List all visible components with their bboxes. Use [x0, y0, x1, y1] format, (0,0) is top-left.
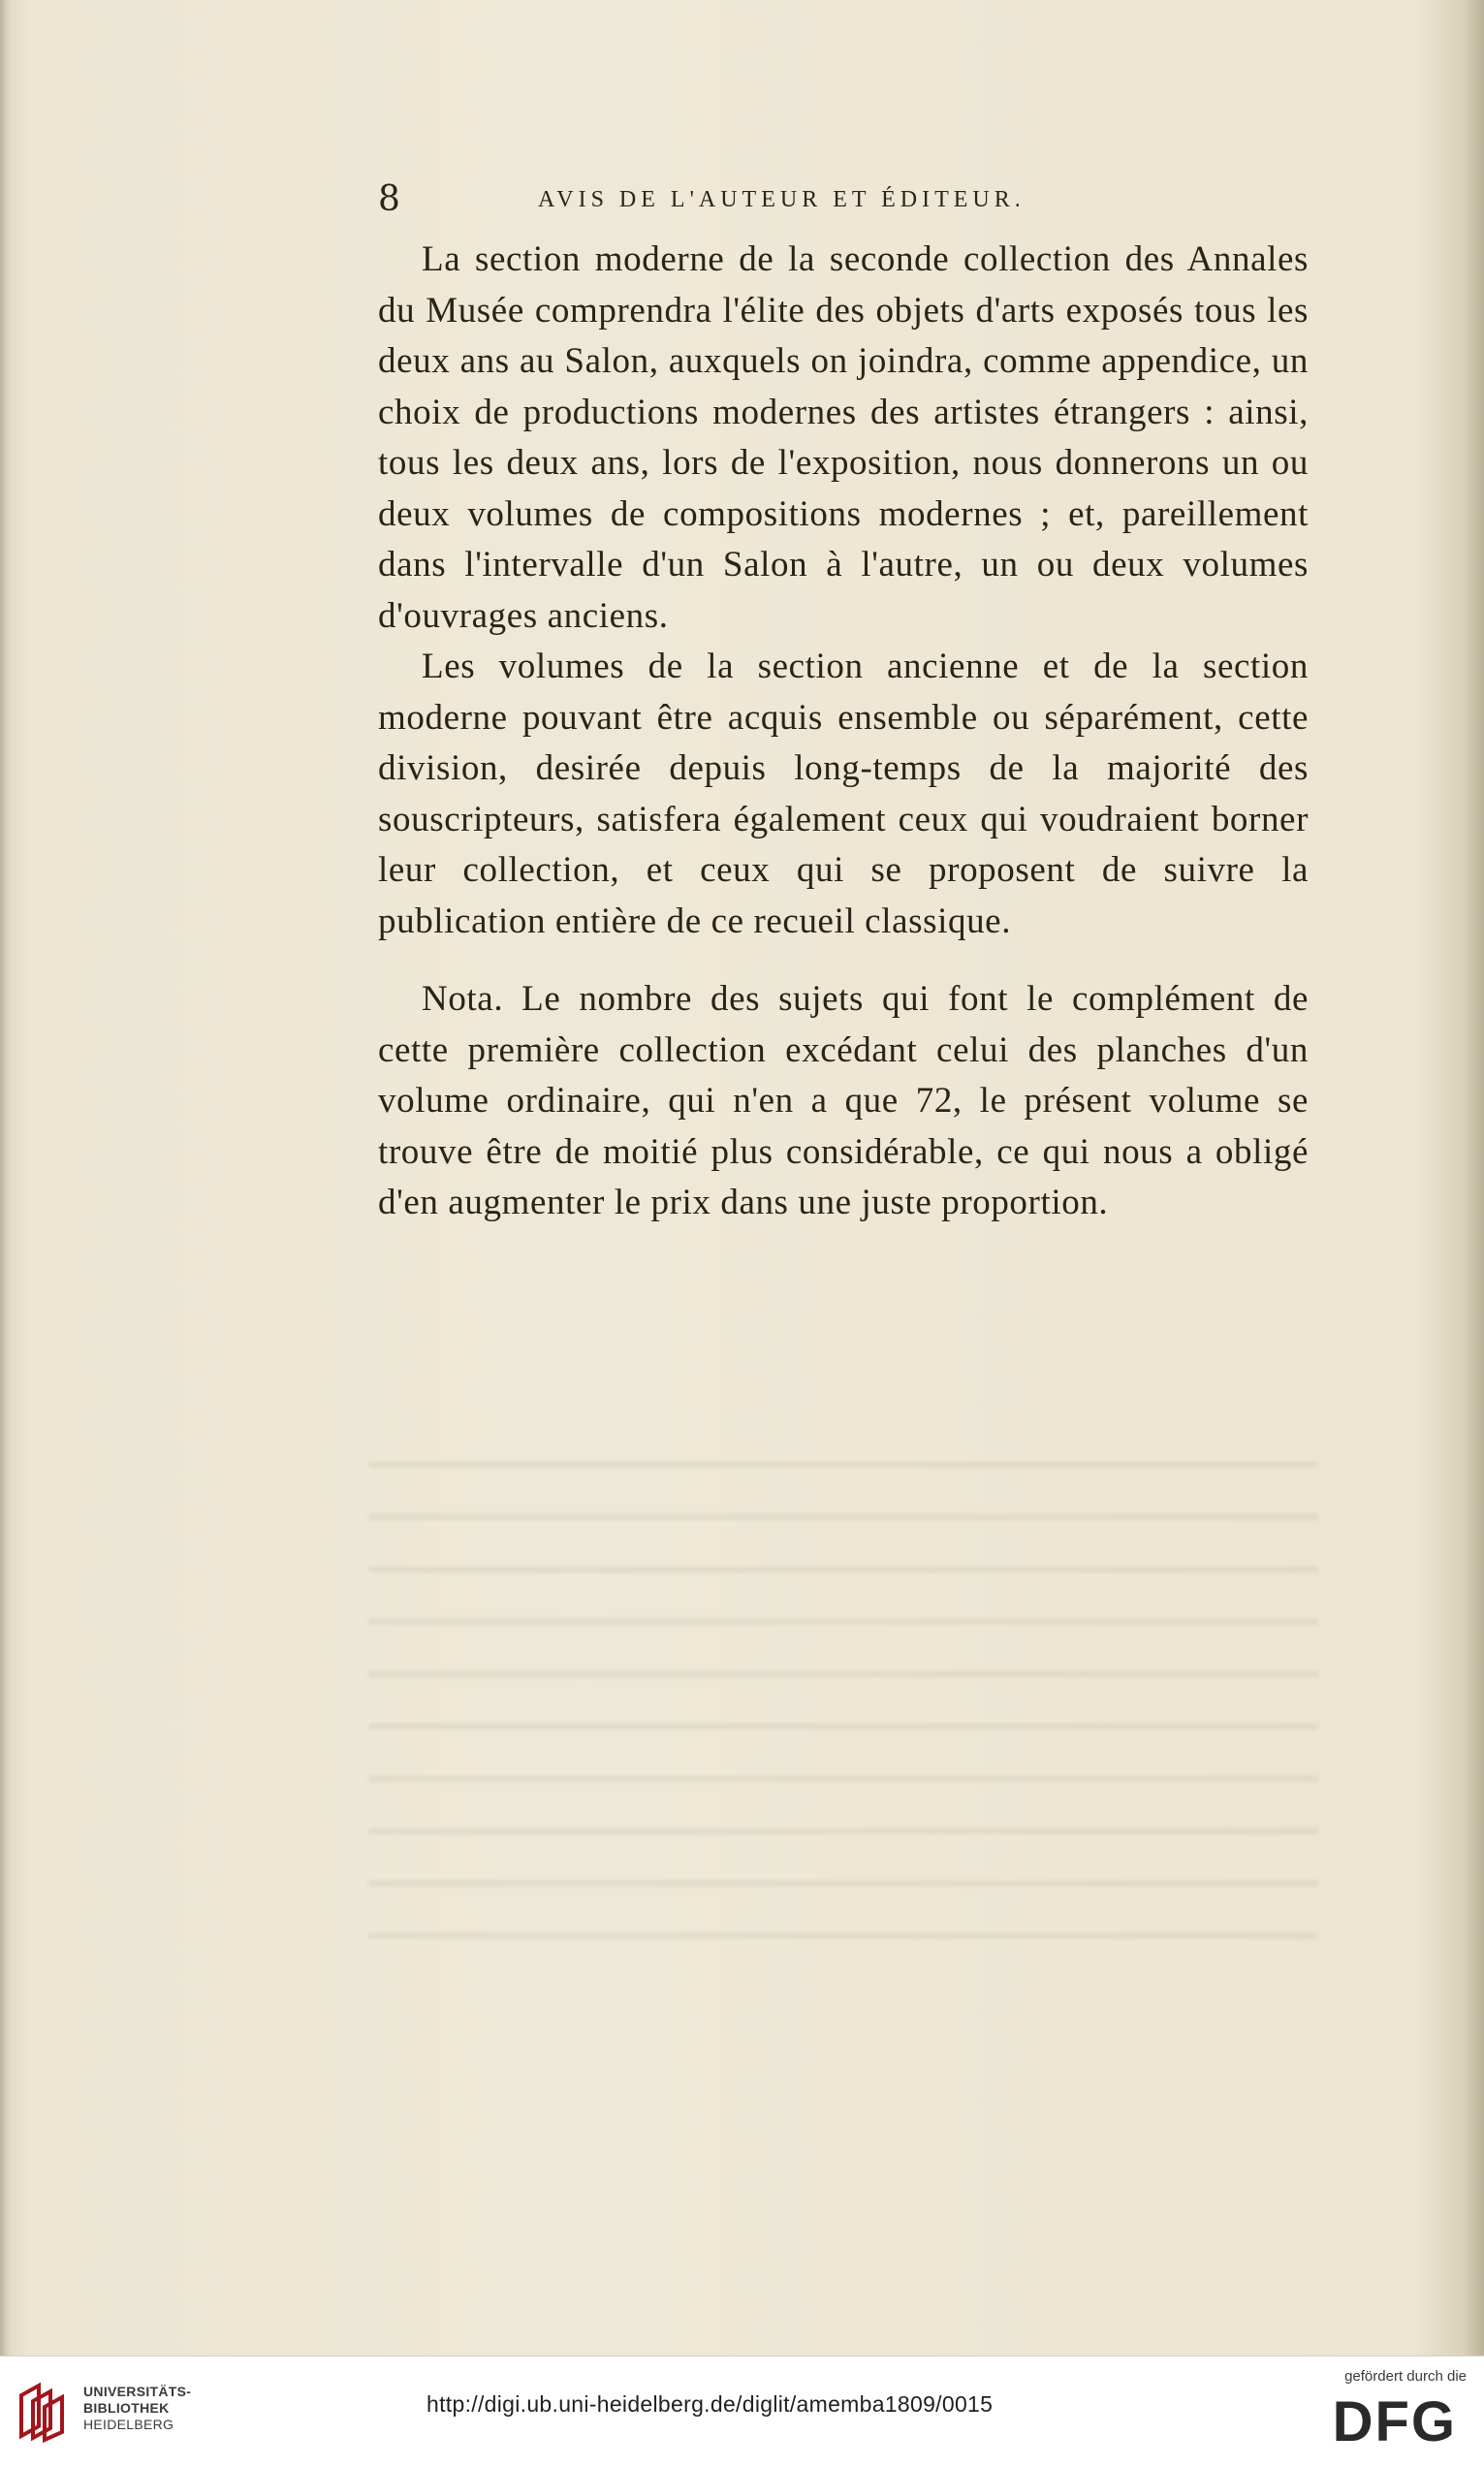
university-library-logo[interactable]: [14, 2374, 198, 2451]
paragraph-text: La section moderne de la seconde collection des Annales du Musée comprendra l'élite des objets d'arts exposés tous les deux ans au Salon, auxquels on joindra, comme appendice, un choix de productions modernes des artistes étrangers : ainsi, tous les deux ans, lors de l'exposition, nous donnerons un ou deux volumes de compositions modernes ; et, pareillement dans l'intervalle d'un Salon à l'autre, un ou deux volumes d'ouvrages anciens.: [378, 239, 1309, 636]
permalink-url[interactable]: http://digi.ub.uni-heidelberg.de/diglit/amemba1809/0015: [426, 2391, 994, 2417]
sponsor-label: gefördert durch die: [1344, 2368, 1467, 2385]
library-name-line1: UNIVERSITÄTS-: [83, 2384, 192, 2399]
library-name-line2: BIBLIOTHEK: [83, 2400, 170, 2416]
page-right-edge: [1463, 0, 1484, 2356]
sponsor: [1302, 2368, 1467, 2461]
running-head: AVIS DE L'AUTEUR ET ÉDITEUR.: [538, 187, 1026, 212]
library-logo-icon: [14, 2380, 70, 2444]
paragraph-nota: [378, 974, 1309, 1229]
page-number: 8: [378, 179, 401, 219]
body-text: [378, 235, 1309, 1229]
library-name-line3: HEIDELBERG: [83, 2417, 174, 2432]
paragraph-section-ancienne: [378, 642, 1309, 947]
paragraph-section-moderne: [378, 235, 1309, 642]
library-name: [83, 2384, 191, 2433]
page-header: [378, 179, 1309, 228]
show-through-texture: [368, 1435, 1318, 1939]
paragraph-text: Les volumes de la section ancienne et de la section moderne pouvant être acquis ensemble ou séparément, cette division, desirée depuis long-temps de la majorité des souscripteurs, satisfera également ceux qui voudraient borner leur collection, et ceux qui se proposent de suivre la publication entière de ce recueil classique.: [378, 647, 1309, 941]
svg-text:DFG: DFG: [1332, 2390, 1457, 2449]
page-left-edge: [0, 0, 10, 2356]
dfg-logo-icon[interactable]: [1302, 2388, 1457, 2449]
viewer-footer: [0, 2356, 1484, 2467]
paragraph-text: Nota. Le nombre des sujets qui font le complément de cette première collection excédant celui des planches d'un volume ordinaire, qui n'en a que 72, le présent volume se trouve être de moitié plus considérable, ce qui nous a obligé d'en augmenter le prix dans une juste proportion.: [378, 979, 1309, 1222]
